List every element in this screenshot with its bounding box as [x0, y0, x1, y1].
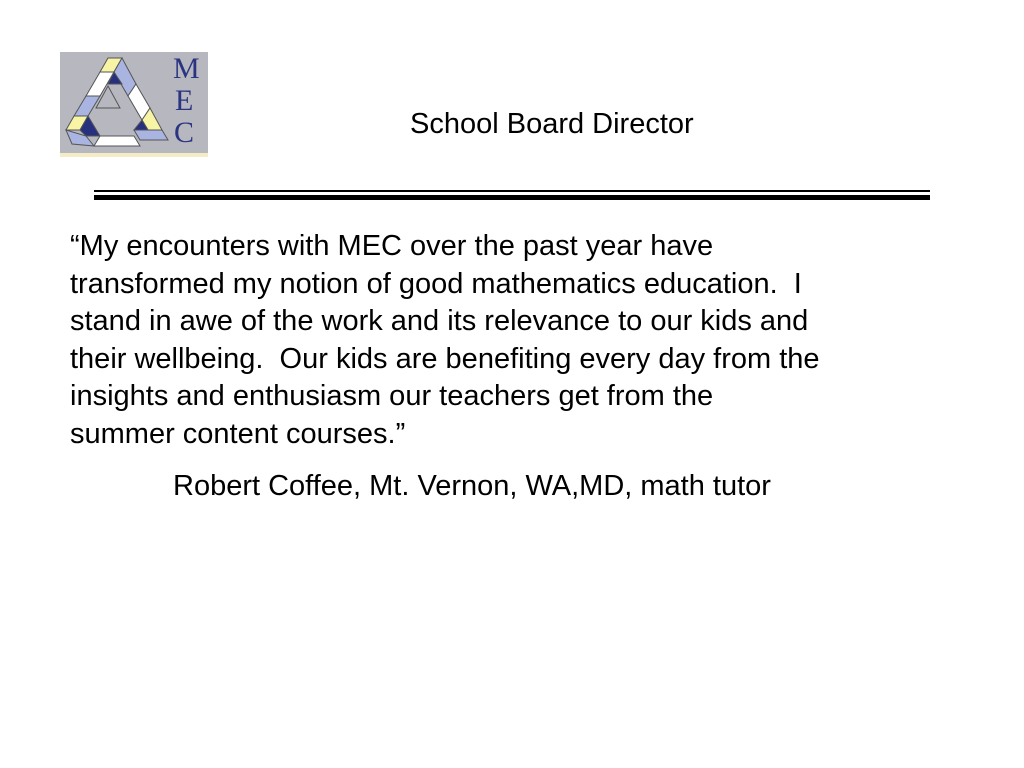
logo-letter-c: C [174, 116, 195, 149]
quote-attribution: Robert Coffee, Mt. Vernon, WA,MD, math tutor [173, 470, 771, 502]
quote-line: “My encounters with MEC over the past year have [70, 230, 714, 262]
logo-underline [60, 153, 208, 157]
slide-title: School Board Director [410, 108, 694, 140]
mec-logo [60, 52, 208, 156]
quote-line: transformed my notion of good mathematics education. I [70, 267, 802, 300]
quote-line: summer content courses.” [70, 417, 406, 450]
testimonial-quote [70, 228, 970, 453]
logo-letter-m: M [173, 52, 200, 85]
quote-line: insights and enthusiasm our teachers get from the [70, 380, 714, 412]
quote-line: their wellbeing. Our kids are benefiting every day from the [70, 342, 820, 375]
rule-thick-line [94, 195, 930, 200]
double-rule-divider [94, 190, 930, 201]
rule-thin-line [94, 190, 930, 192]
logo-letter-e: E [175, 84, 194, 117]
quote-line: stand in awe of the work and its relevance to our kids and [70, 305, 809, 337]
